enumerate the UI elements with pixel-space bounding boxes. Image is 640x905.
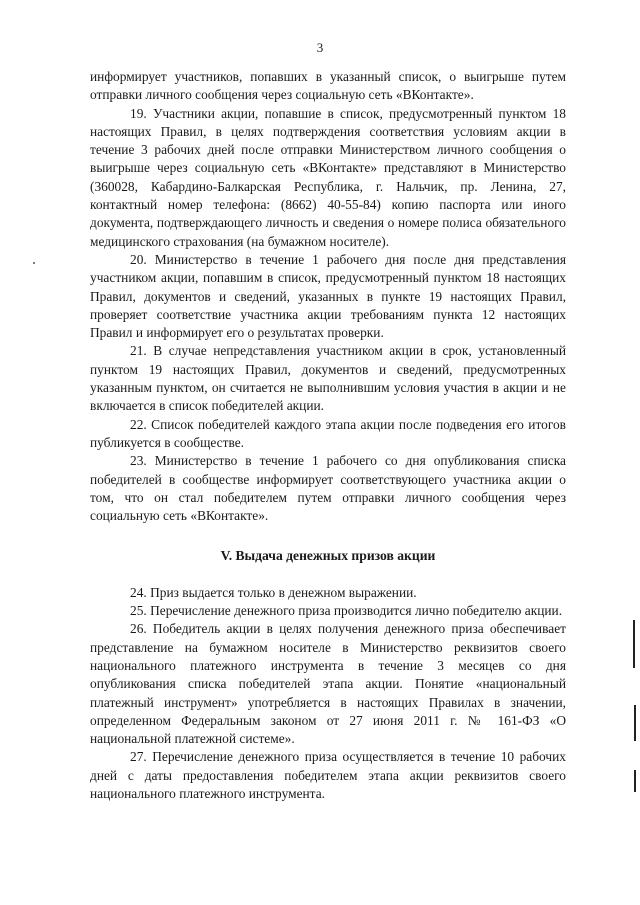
- document-body: [90, 68, 566, 803]
- paragraph-23: 23. Министерство в течение 1 рабочего со дня опубликования списка победителей в сообществе информирует соответствующего участника акции о том, что он стал победителем путем отправки личного сообщения через социальную сеть «ВКонтакте».: [90, 453, 566, 524]
- paragraph-27: 27. Перечисление денежного приза осуществляется в течение 10 рабочих дней с даты предоставления победителем этапа акции реквизитов своего национального платежного инструмента.: [90, 749, 566, 801]
- paragraph-continuation: информирует участников, попавших в указанный список, о выигрыше путем отправки личного сообщения через социальную сеть «ВКонтакте».: [90, 69, 566, 103]
- page-number: 3: [316, 40, 324, 55]
- paragraph-21: 21. В случае непредставления участником акции в срок, установленный пунктом 19 настоящих Правил, документов и сведений, предусмотренных указанным пунктом, он считается не выполнившим условия участия в акции и не включается в список победителей акции.: [90, 343, 566, 414]
- paragraph-22: 22. Список победителей каждого этапа акции после подведения его итогов публикуется в сообществе.: [90, 416, 566, 450]
- section-title: V. Выдача денежных призов акции: [220, 548, 436, 564]
- scan-edge-mark: [633, 620, 635, 668]
- paragraph-26: 26. Победитель акции в целях получения денежного приза обеспечивает представление на бумажном носителе в Министерство реквизитов своего национального платежного инструмента в течение 3 месяцев со дня опубликования списка победителей этапа акции. Понятие «национальный платежный инструмент» употребляется в настоящих Правилах в значении, определенном Федеральным законом от 27 июня 2011 г. № 161-ФЗ «О национальной платежной системе».: [90, 621, 566, 747]
- paragraph-25: 25. Перечисление денежного приза производится лично победителю акции.: [130, 603, 563, 619]
- paragraph-19: 19. Участники акции, попавшие в список, предусмотренный пунктом 18 настоящих Правил, в целях подтверждения соответствия условиям акции в течение 3 рабочих дней после отправки Министерством личного сообщения о выигрыше через социальную сеть «ВКонтакте» представляют в Министерство (360028, Кабардино-Балкарская Республика, г. Нальчик, пр. Ленина, 27, контактный номер телефона: (8662) 40-55-84) копию паспорта или иного документа, подтверждающего личность и сведения о номере полиса обязательного медицинского страхования (на бумажном носителе).: [90, 105, 566, 249]
- scan-edge-mark: [634, 770, 636, 792]
- scan-speck: [33, 262, 35, 264]
- paragraph-20: 20. Министерство в течение 1 рабочего дня после дня представления участником акции, попавшим в список, предусмотренный пунктом 18 настоящих Правил, документов и сведений, указанных в пункте 19 настоящих Правил, проверяет соответствие участника акции требованиям пункта 12 настоящих Правил и информирует его о результатах проверки.: [90, 251, 566, 341]
- scan-edge-mark: [634, 705, 636, 741]
- paragraph-24: 24. Приз выдается только в денежном выражении.: [130, 584, 417, 600]
